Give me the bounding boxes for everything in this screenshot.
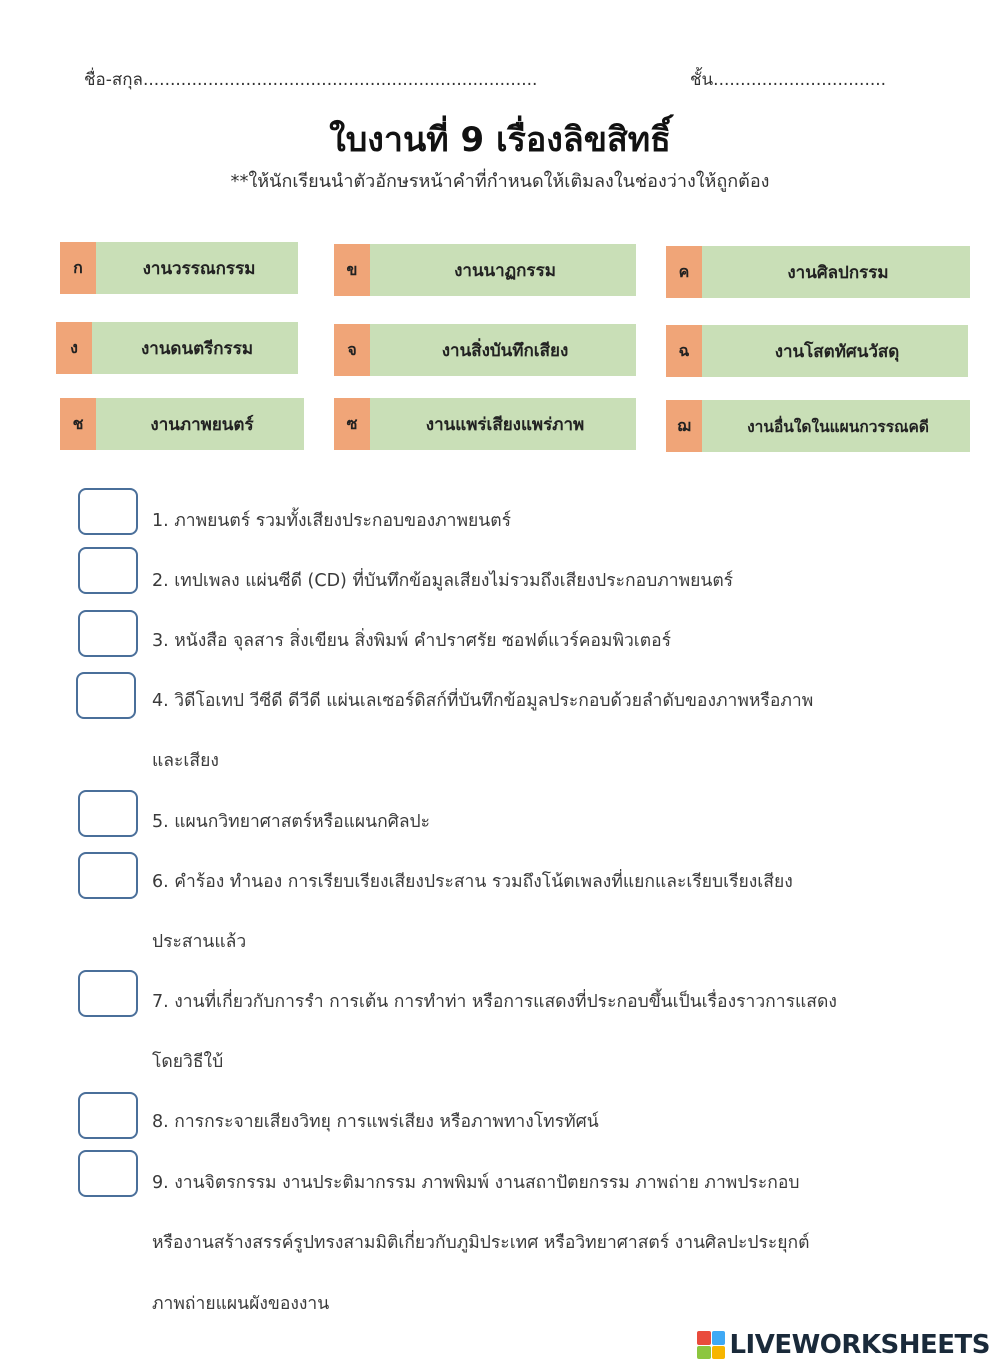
answer-box-6[interactable] bbox=[78, 852, 138, 899]
answer-box-2[interactable] bbox=[78, 547, 138, 594]
question-9: 9. งานจิตรกรรม งานประติมากรรม ภาพพิมพ์ งานสถาปัตยกรรม ภาพถ่าย ภาพประกอบ bbox=[152, 1173, 800, 1193]
question-7: 7. งานที่เกี่ยวกับการรำ การเต้น การทำท่า หรือการแสดงที่ประกอบขึ้นเป็นเรื่องราวการแสดง bbox=[152, 992, 837, 1012]
option-label: งานอื่นใดในแผนกวรรณคดี bbox=[747, 417, 929, 436]
question-6: 6. คำร้อง ทำนอง การเรียบเรียงเสียงประสาน รวมถึงโน้ตเพลงที่แยกและเรียบเรียงเสียง bbox=[152, 872, 793, 892]
option-card-cho-chang bbox=[60, 398, 304, 450]
option-card-kho bbox=[334, 244, 636, 296]
question-4-cont: และเสียง bbox=[152, 751, 219, 771]
answer-box-1[interactable] bbox=[78, 488, 138, 535]
option-label: งานนาฏกรรม bbox=[454, 260, 556, 281]
answer-box-5[interactable] bbox=[78, 790, 138, 837]
option-card-chho bbox=[666, 325, 968, 377]
question-9-cont-2: ภาพถ่ายแผนผังของงาน bbox=[152, 1294, 330, 1314]
option-card-cho bbox=[334, 324, 636, 376]
answer-box-8[interactable] bbox=[78, 1092, 138, 1139]
option-label: งานภาพยนตร์ bbox=[150, 414, 254, 435]
brand-name: LIVEWORKSHEETS bbox=[729, 1330, 990, 1360]
option-key: ข bbox=[334, 244, 370, 296]
option-label: งานศิลปกรรม bbox=[787, 262, 889, 283]
question-1: 1. ภาพยนตร์ รวมทั้งเสียงประกอบของภาพยนตร์ bbox=[152, 511, 512, 531]
question-7-cont: โดยวิธีใบ้ bbox=[152, 1052, 224, 1072]
option-label: งานสิ่งบันทึกเสียง bbox=[441, 340, 569, 361]
option-key: ก bbox=[60, 242, 96, 294]
option-key: ช bbox=[60, 398, 96, 450]
option-label: งานแพร่เสียงแพร่ภาพ bbox=[425, 414, 585, 435]
option-label: งานวรรณกรรม bbox=[142, 258, 256, 279]
answer-box-3[interactable] bbox=[78, 610, 138, 657]
question-6-cont: ประสานแล้ว bbox=[152, 932, 247, 952]
option-key: ฌ bbox=[666, 400, 702, 452]
instruction-text: **ให้นักเรียนนำตัวอักษรหน้าคำที่กำหนดให้เติมลงในช่องว่างให้ถูกต้อง bbox=[230, 171, 770, 192]
question-9-cont-1: หรืองานสร้างสรรค์รูปทรงสามมิติเกี่ยวกับภูมิประเทศ หรือวิทยาศาสตร์ งานศิลปะประยุกต์ bbox=[152, 1233, 810, 1253]
option-label: งานดนตรีกรรม bbox=[140, 338, 254, 359]
option-card-cho-choe bbox=[666, 400, 970, 452]
liveworksheets-logo bbox=[697, 1328, 990, 1362]
question-5: 5. แผนกวิทยาศาสตร์หรือแผนกศิลปะ bbox=[152, 812, 431, 832]
class-field-label: ชั้น................................ bbox=[690, 70, 887, 90]
option-key: ง bbox=[56, 322, 92, 374]
option-card-ngo bbox=[56, 322, 298, 374]
option-card-ko bbox=[60, 242, 298, 294]
page-title: ใบงานที่ 9 เรื่องลิขสิทธิ์ bbox=[329, 120, 671, 160]
question-8: 8. การกระจายเสียงวิทยุ การแพร่เสียง หรือภาพทางโทรทัศน์ bbox=[152, 1112, 599, 1132]
option-key: ซ bbox=[334, 398, 370, 450]
liveworksheets-logo-icon bbox=[697, 1331, 725, 1359]
option-card-so bbox=[334, 398, 636, 450]
answer-box-9[interactable] bbox=[78, 1150, 138, 1197]
option-label: งานโสตทัศนวัสดุ bbox=[774, 341, 900, 362]
answer-box-7[interactable] bbox=[78, 970, 138, 1017]
question-2: 2. เทปเพลง แผ่นซีดี (CD) ที่บันทึกข้อมูลเสียงไม่รวมถึงเสียงประกอบภาพยนตร์ bbox=[152, 571, 734, 591]
option-card-kho-khwai bbox=[666, 246, 970, 298]
name-field-label: ชื่อ-สกุล......................................................................... bbox=[84, 70, 538, 90]
question-3: 3. หนังสือ จุลสาร สิ่งเขียน สิ่งพิมพ์ คำปราศรัย ซอฟต์แวร์คอมพิวเตอร์ bbox=[152, 631, 672, 651]
answer-box-4[interactable] bbox=[76, 672, 136, 719]
option-key: จ bbox=[334, 324, 370, 376]
option-key: ฉ bbox=[666, 325, 702, 377]
question-4: 4. วิดีโอเทป วีซีดี ดีวีดี แผ่นเลเซอร์ดิสก์ที่บันทึกข้อมูลประกอบด้วยลำดับของภาพหรือภาพ bbox=[152, 691, 814, 711]
option-key: ค bbox=[666, 246, 702, 298]
